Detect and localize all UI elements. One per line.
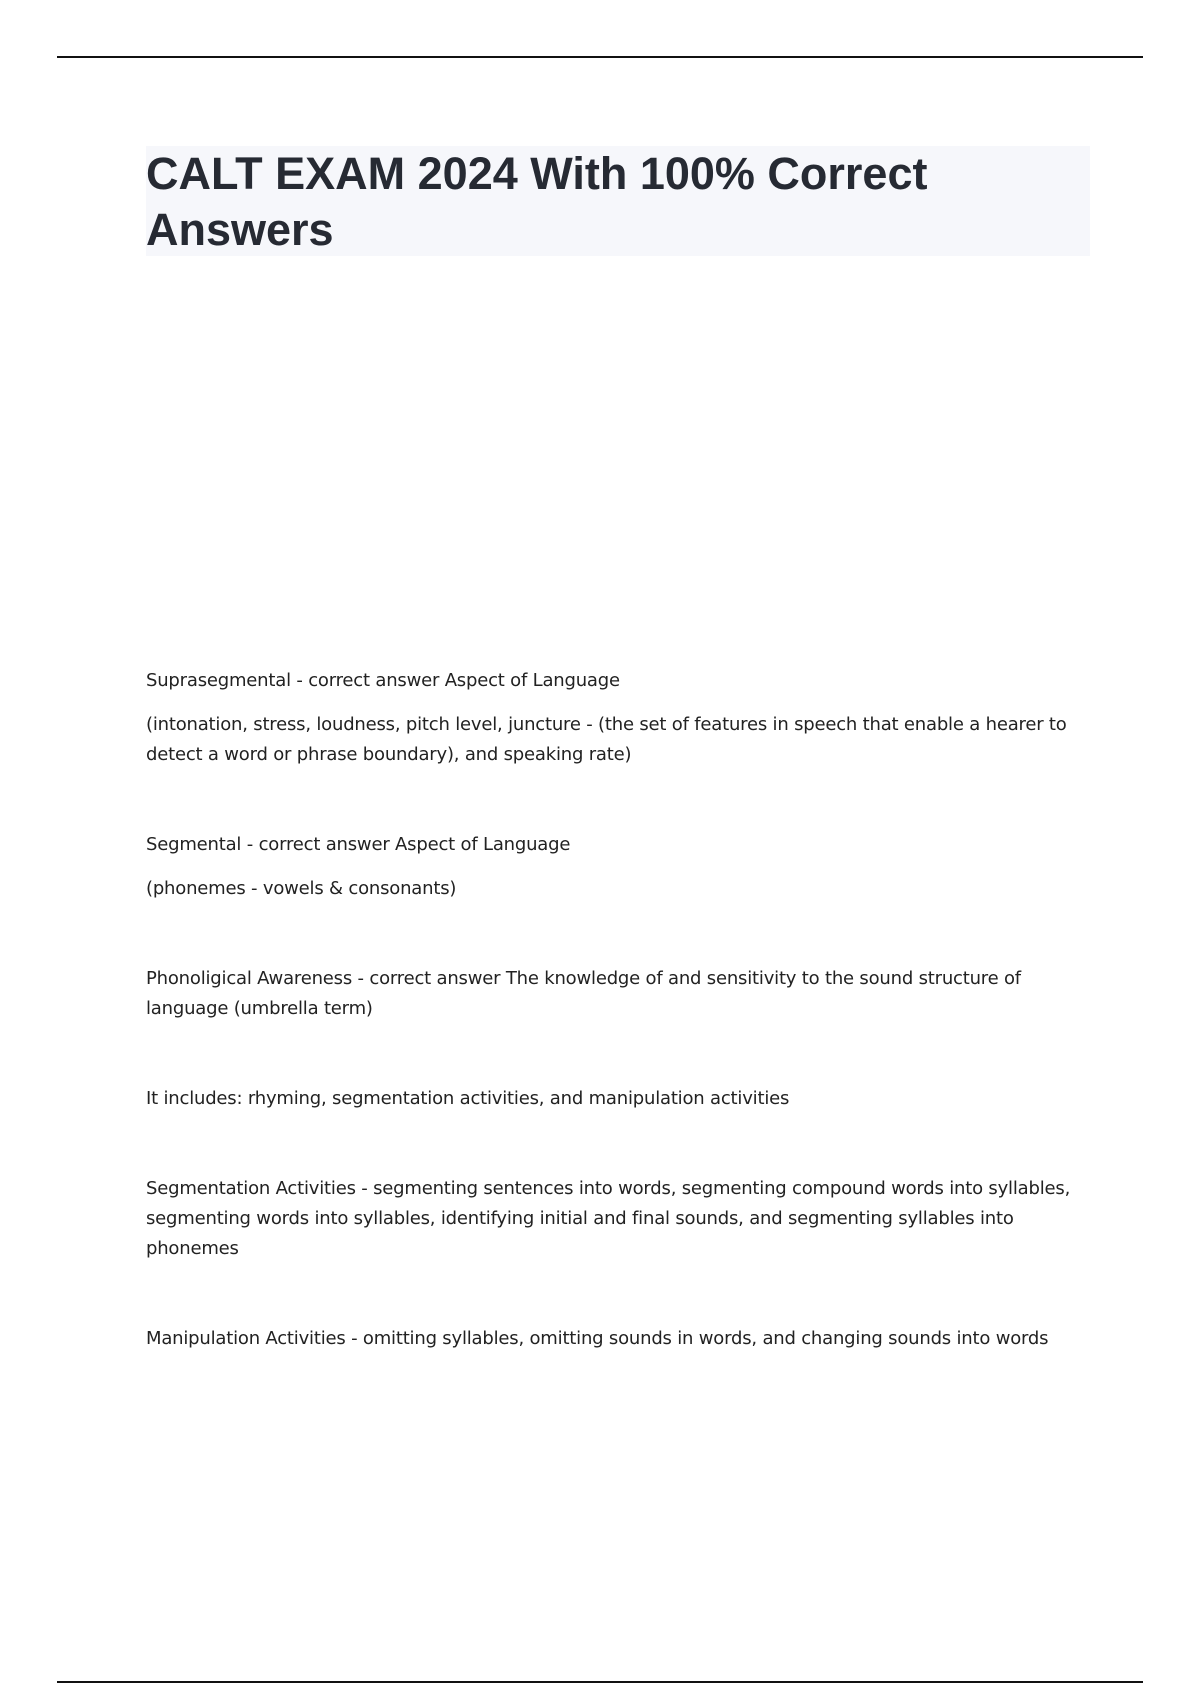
entry-segmental-term: Segmental - correct answer Aspect of Language xyxy=(146,834,571,855)
entry-segmentation-activities: Segmentation Activities - segmenting sentences into words, segmenting compound words into syllables, segmenting words into syllables, identifying initial and final sounds, and segmenting syllables into phonemes xyxy=(146,1178,1071,1259)
entry-segmental-detail: (phonemes - vowels & consonants) xyxy=(146,878,457,899)
entry-phonological-awareness: Phonoligical Awareness - correct answer The knowledge of and sensitivity to the sound structure of language (umbrella term) xyxy=(146,968,1021,1019)
entry-manipulation-activities: Manipulation Activities - omitting syllables, omitting sounds in words, and changing sounds into words xyxy=(146,1328,1049,1349)
entry-suprasegmental-detail: (intonation, stress, loudness, pitch level, juncture - (the set of features in speech that enable a hearer to detect a word or phrase boundary), and speaking rate) xyxy=(146,714,1067,765)
bottom-divider xyxy=(57,1681,1143,1683)
top-divider xyxy=(57,56,1143,58)
entry-suprasegmental-term: Suprasegmental - correct answer Aspect of Language xyxy=(146,670,620,691)
document-title: CALT EXAM 2024 With 100% Correct Answers xyxy=(146,148,928,255)
entry-includes: It includes: rhyming, segmentation activities, and manipulation activities xyxy=(146,1088,790,1109)
document-body xyxy=(146,666,1090,1354)
